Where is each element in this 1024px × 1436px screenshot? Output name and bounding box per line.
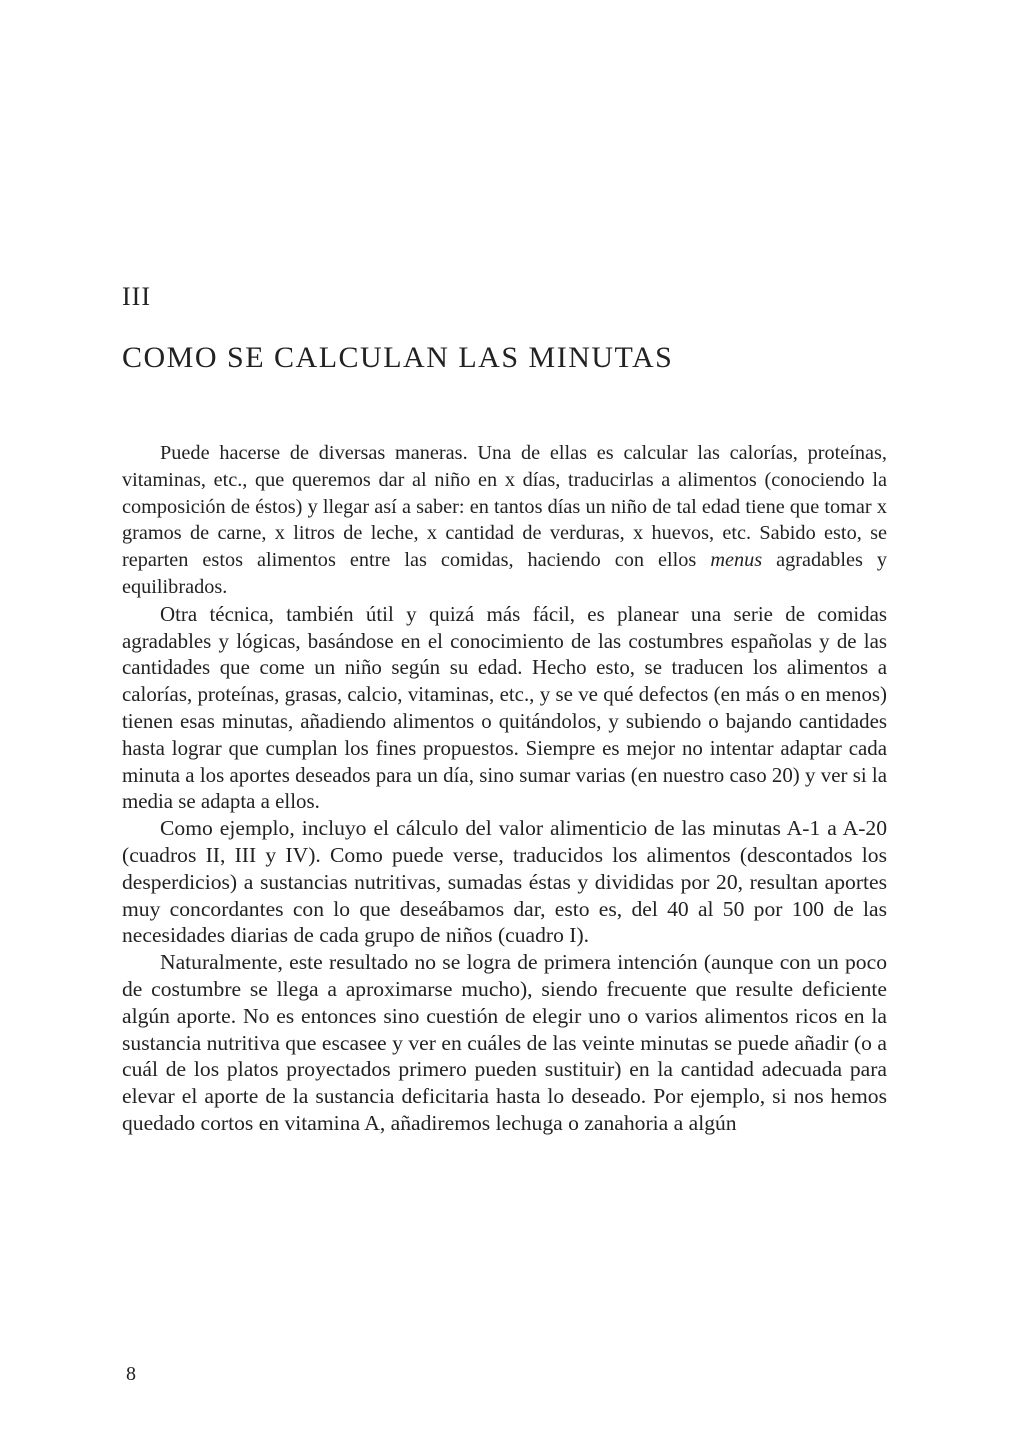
chapter-title: COMO SE CALCULAN LAS MINUTAS: [122, 341, 674, 374]
paragraph-text: agradables y equilibrados.: [122, 549, 887, 598]
body-text: [122, 440, 887, 1137]
paragraph: [122, 440, 887, 601]
paragraph-text: Puede hacerse de diversas maneras. Una de ellas es calcular las calorías, proteínas, vitaminas, etc., que queremos dar al niño en x días, traducirlas a alimentos (conociendo la composición de éstos) y llegar así a saber: en tantos días un niño de tal edad tiene que tomar x gramos de carne, x litros de leche, x cantidad de verduras, x huevos, etc. Sabido esto, se reparten estos alimentos entre las comidas, haciendo con ellos: [122, 442, 887, 572]
page-number: 8: [126, 1363, 136, 1385]
emphasized-word: menus: [710, 549, 763, 572]
paragraph: Como ejemplo, incluyo el cálculo del valor alimenticio de las minutas A-1 a A-20 (cuadros II, III y IV). Como puede verse, traducidos los alimentos (descontados los desperdicios) a sustancias nutritivas, sumadas éstas y divididas por 20, resultan aportes muy concordantes con lo que deseábamos dar, esto es, del 40 al 50 por 100 de las necesidades diarias de cada grupo de niños (cuadro I).: [122, 816, 887, 948]
chapter-number: III: [122, 282, 151, 311]
paragraph: Naturalmente, este resultado no se logra de primera intención (aunque con un poco de costumbre se llega a aproximarse mucho), siendo frecuente que resulte deficiente algún aporte. No es entonces sino cuestión de elegir uno o varios alimentos ricos en la sustancia nutritiva que escasee y ver en cuáles de las veinte minutas se puede añadir (o a cuál de los platos proyectados primero pueden sustituir) en la cantidad adecuada para elevar el aporte de la sustancia deficitaria hasta lo deseado. Por ejemplo, si nos hemos quedado cortos en vitamina A, añadiremos lechuga o zanahoria a algún: [122, 950, 887, 1135]
paragraph: Otra técnica, también útil y quizá más fácil, es planear una serie de comidas agradables y lógicas, basándose en el conocimiento de las costumbres españolas y de las cantidades que come un niño según su edad. Hecho esto, se traducen los alimentos a calorías, proteínas, grasas, calcio, vitaminas, etc., y se ve qué defectos (en más o en menos) tienen esas minutas, añadiendo alimentos o quitándolos, y subiendo o bajando cantidades hasta lograr que cumplan los fines propuestos. Siempre es mejor no intentar adaptar cada minuta a los aportes deseados para un día, sino sumar varias (en nuestro caso 20) y ver si la media se adapta a ellos.: [122, 601, 887, 814]
